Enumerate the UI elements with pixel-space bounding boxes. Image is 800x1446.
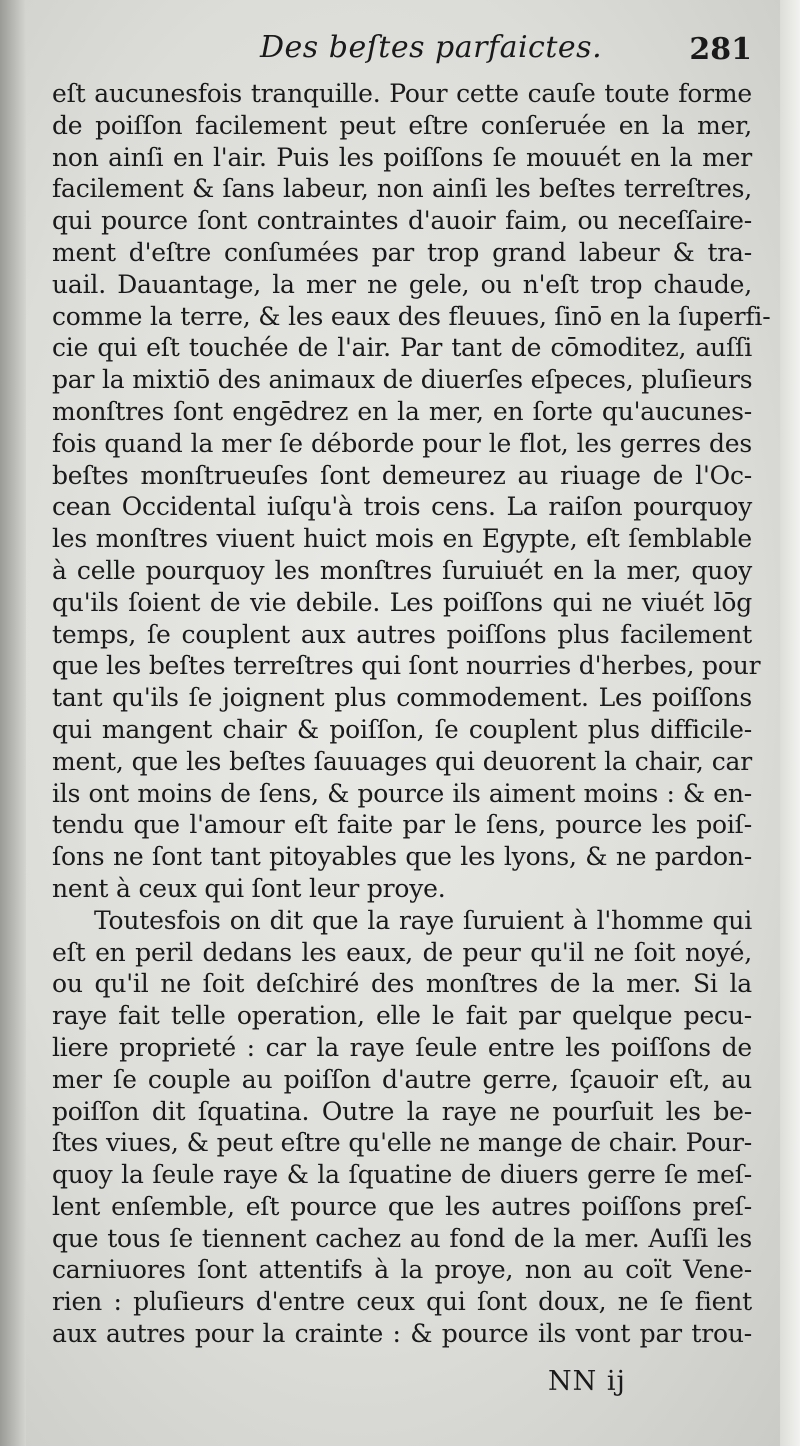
text-line: à celle pourquoy les monſtres ſuruiuét en la mer, quoy — [52, 555, 752, 585]
text-line: eſt en peril dedans les eaux, de peur qu'il ne ſoit noyé, — [52, 937, 752, 967]
text-line: de poiſſon facilement peut eſtre conſeruée en la mer, — [52, 110, 752, 140]
paragraph-end-line: nent à ceux qui ſont leur proye. — [52, 873, 446, 903]
text-line: ils ont moins de ſens, & pource ils aiment moins : & en- — [52, 778, 752, 808]
text-line: poiſſon dit ſquatina. Outre la raye ne pourſuit les be- — [52, 1096, 752, 1126]
running-head — [60, 28, 760, 78]
text-line: ment, que les beſtes ſauuages qui deuorent la chair, car — [52, 746, 752, 776]
text-line: carniuores ſont attentifs à la proye, non au coït Vene- — [52, 1255, 752, 1285]
text-line: ſons ne ſont tant pitoyables que les lyons, & ne pardon- — [52, 842, 752, 872]
text-line: par la mixtiō des animaux de diuerſes eſpeces, pluſieurs — [52, 365, 753, 395]
text-line: rien : pluſieurs d'entre ceux qui ſont doux, ne ſe fient — [52, 1287, 752, 1317]
text-line: ou qu'il ne ſoit deſchiré des monſtres de la mer. Si la — [52, 969, 752, 999]
text-line: facilement & ſans labeur, non ainſi les beſtes terreſtres, — [52, 174, 752, 204]
text-line: non ainſi en l'air. Puis les poiſſons ſe mouuét en la mer — [52, 142, 752, 172]
text-line: cie qui eſt touchée de l'air. Par tant de cōmoditez, auſſi — [52, 333, 752, 363]
text-line: eſt aucunesfois tranquille. Pour cette cauſe toute forme — [52, 79, 752, 108]
text-line: tant qu'ils ſe joignent plus commodement. Les poiſſons — [52, 683, 752, 713]
running-title: Des beſtes parfaictes. — [260, 30, 603, 65]
text-line: comme la terre, & les eaux des fleuues, ſinō en la ſuperfi- — [52, 301, 771, 331]
text-line: que tous ſe tiennent cachez au fond de la mer. Auſſi les — [52, 1223, 752, 1253]
gutter-shadow — [0, 0, 26, 1446]
text-line: raye fait telle operation, elle le fait par quelque pecu- — [52, 1001, 752, 1031]
text-line: ſtes viues, & peut eſtre qu'elle ne mange de chair. Pour- — [52, 1128, 752, 1158]
text-line: que les beſtes terreſtres qui ſont nourries d'herbes, pour — [52, 651, 761, 681]
body-text — [52, 78, 771, 1350]
text-line: mer ſe couple au poiſſon d'autre gerre, ſçauoir eſt, au — [52, 1064, 752, 1094]
text-line: temps, ſe couplent aux autres poiſſons plus facilement — [52, 619, 752, 649]
text-line: lent enſemble, eſt pource que les autres poiſſons preſ- — [52, 1191, 752, 1221]
text-line: aux autres pour la crainte : & pource ils vont par trou- — [52, 1319, 752, 1349]
page-edge — [780, 0, 800, 1446]
text-line: quoy la ſeule raye & la ſquatine de diuers gerre ſe meſ- — [52, 1160, 752, 1190]
text-line: cean Occidental iuſqu'à trois cens. La raiſon pourquoy — [52, 492, 752, 522]
text-line: uail. Dauantage, la mer ne gele, ou n'eſt trop chaude, — [52, 269, 752, 299]
paragraph-start-line: Toutesfois on dit que la raye ſuruient à l'homme qui — [94, 905, 752, 935]
text-line: qu'ils ſoient de vie debile. Les poiſſons qui ne viuét lōg — [52, 587, 752, 617]
text-line: fois quand la mer ſe déborde pour le flot, les gerres des — [52, 428, 752, 458]
text-line: monſtres ſont engēdrez en la mer, en ſorte qu'aucunes- — [52, 396, 752, 426]
text-line: beſtes monſtrueuſes ſont demeurez au riuage de l'Oc- — [52, 460, 752, 490]
text-line: qui mangent chair & poiſſon, ſe couplent plus difficile- — [52, 714, 752, 744]
text-line: qui pource ſont contraintes d'auoir faim, ou neceſſaire- — [52, 206, 752, 236]
text-line: liere proprieté : car la raye ſeule entre les poiſſons de — [52, 1032, 752, 1062]
page-number: 281 — [689, 32, 752, 67]
text-line: tendu que l'amour eſt faite par le ſens, pource les poiſ- — [52, 810, 752, 840]
text-line: ment d'eſtre conſumées par trop grand labeur & tra- — [52, 237, 752, 267]
signature-mark: NN ij — [548, 1366, 626, 1397]
text-line: les monſtres viuent huict mois en Egypte, eſt ſemblable — [52, 524, 752, 554]
